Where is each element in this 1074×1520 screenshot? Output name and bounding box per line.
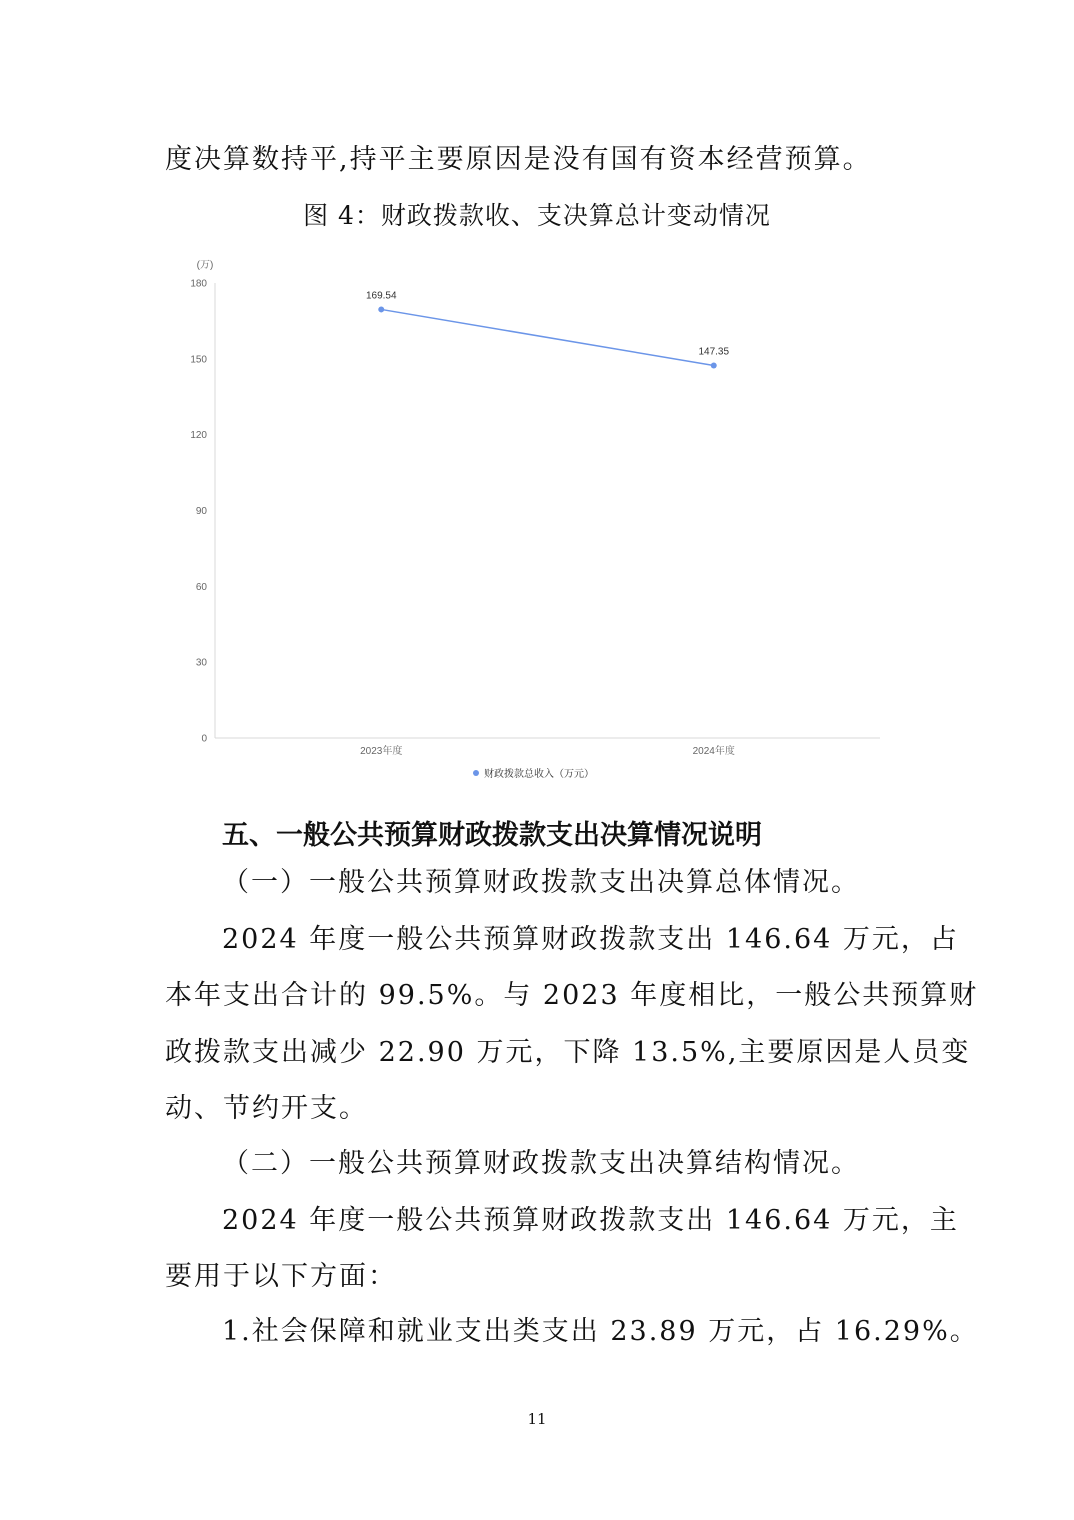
page-number: 11 <box>527 1410 547 1428</box>
paragraph-line: 度决算数持平,持平主要原因是没有国有资本经营预算。 <box>165 144 872 175</box>
paragraph-line: 要用于以下方面： <box>165 1261 397 1292</box>
x-tick-label: 2024年度 <box>692 746 735 757</box>
y-tick-label: 30 <box>195 657 207 669</box>
paragraph-line: 动、节约开支。 <box>165 1093 368 1124</box>
paragraph-line: 2024 年度一般公共预算财政拨款支出 146.64 万元，主 <box>222 1205 959 1236</box>
paragraph-line: 本年支出合计的 99.5%。与 2023 年度相比，一般公共预算财 <box>165 980 979 1011</box>
chart-legend <box>473 767 594 780</box>
chart-series <box>366 290 730 368</box>
subheading: （二）一般公共预算财政拨款支出决算结构情况。 <box>222 1148 860 1179</box>
data-point <box>378 306 384 312</box>
y-tick-label: 90 <box>195 506 207 517</box>
y-tick-label: 150 <box>190 354 207 366</box>
chart-axes <box>197 259 880 738</box>
line-chart <box>160 250 900 790</box>
y-tick-label: 120 <box>190 430 207 442</box>
legend-marker <box>473 770 479 776</box>
y-tick-label: 60 <box>195 581 207 593</box>
data-point <box>711 363 717 369</box>
list-item: 1.社会保障和就业支出类支出 23.89 万元，占 16.29%。 <box>222 1316 979 1347</box>
y-axis-unit-label: (万) <box>196 260 214 271</box>
data-label: 147.35 <box>698 346 730 358</box>
paragraph-line: 2024 年度一般公共预算财政拨款支出 146.64 万元，占 <box>222 924 959 955</box>
y-tick-label: 0 <box>201 733 207 745</box>
paragraph-line: 政拨款支出减少 22.90 万元，下降 13.5%,主要原因是人员变 <box>165 1037 971 1068</box>
chart-x-labels <box>360 744 735 757</box>
figure-title: 图 4：财政拨款收、支决算总计变动情况 <box>303 201 771 230</box>
legend-label: 财政拨款总收入（万元） <box>484 769 594 780</box>
series-line <box>381 309 714 365</box>
section-heading: 五、一般公共预算财政拨款支出决算情况说明 <box>222 820 762 851</box>
y-tick-label: 180 <box>190 278 207 290</box>
x-tick-label: 2023年度 <box>360 746 403 757</box>
subheading: （一）一般公共预算财政拨款支出决算总体情况。 <box>222 867 860 898</box>
data-label: 169.54 <box>365 290 397 302</box>
chart-y-ticks <box>190 279 207 745</box>
